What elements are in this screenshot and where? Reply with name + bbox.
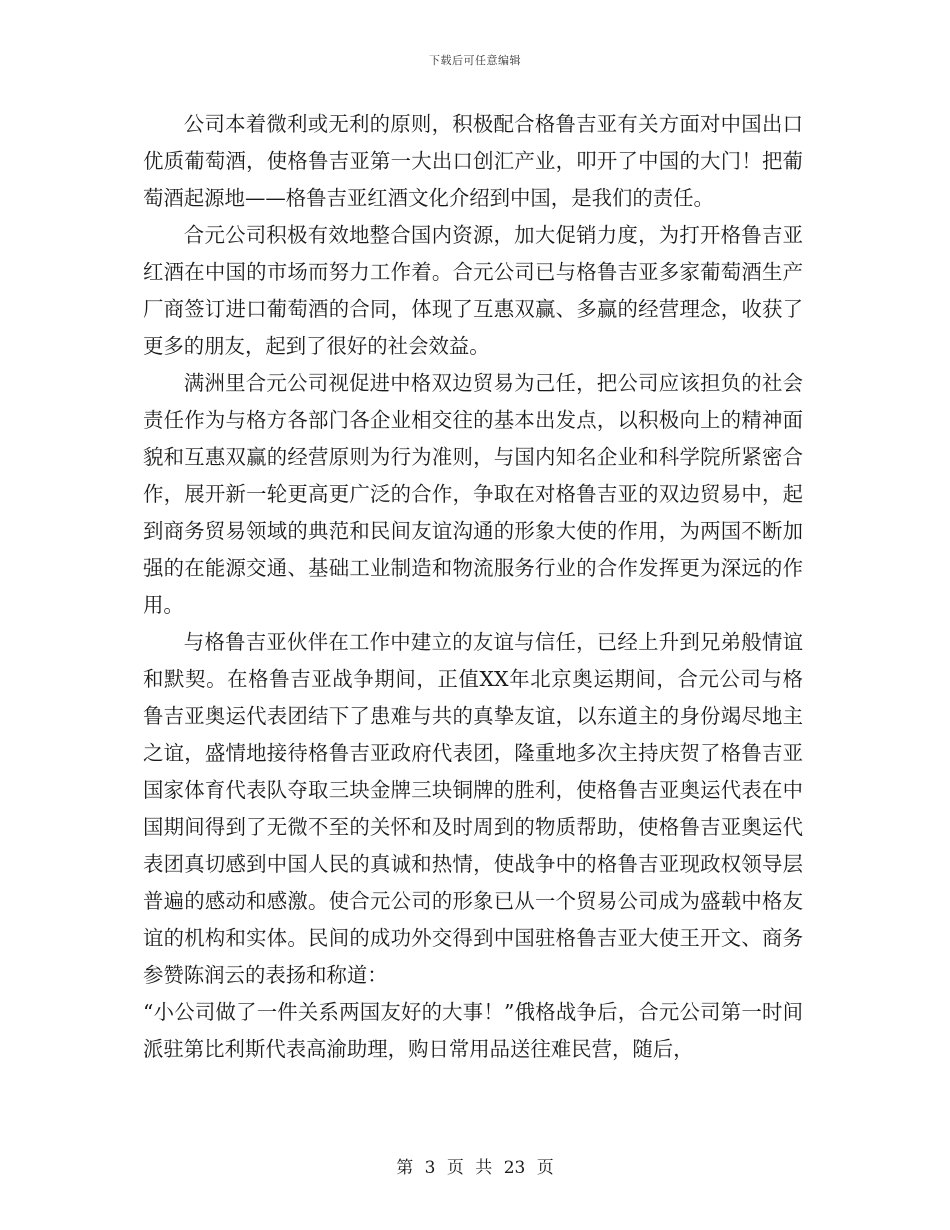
paragraph-2: 合元公司积极有效地整合国内资源，加大促销力度，为打开格鲁吉亚红酒在中国的市场而努力工作着。合元公司已与格鲁吉亚多家葡萄酒生产厂商签订进口葡萄酒的合同，体现了互惠双赢、多赢的经营理念，收获了更多的朋友，起到了很好的社会效益。 — [143, 223, 803, 358]
paragraph-3: 满洲里合元公司视促进中格双边贸易为己任，把公司应该担负的社会责任作为与格方各部门各企业相交往的基本出发点，以积极向上的精神面貌和互惠双赢的经营原则为行为准则，与国内知名企业和科学院所紧密合作，展开新一轮更高更广泛的合作，争取在对格鲁吉亚的双边贸易中，起到商务贸易领域的典范和民间友谊沟通的形象大使的作用，为两国不断加强的在能源交通、基础工业制造和物流服务行业的合作发挥更为深远的作用。 — [143, 371, 803, 617]
page-header: 下载后可任意编辑 — [429, 54, 521, 67]
page-footer: 第 3 页 共 23 页 — [396, 1158, 554, 1178]
paragraph-4: 与格鲁吉亚伙伴在工作中建立的友谊与信任，已经上升到兄弟般情谊和默契。在格鲁吉亚战争期间，正值XX年北京奥运期间，合元公司与格鲁吉亚奥运代表团结下了患难与共的真挚友谊，以东道主的身份竭尽地主之谊，盛情地接待格鲁吉亚政府代表团，隆重地多次主持庆贺了格鲁吉亚国家体育代表队夺取三块金牌三块铜牌的胜利，使格鲁吉亚奥运代表在中国期间得到了无微不至的关怀和及时周到的物质帮助，使格鲁吉亚奥运代表团真切感到中国人民的真诚和热情，使战争中的格鲁吉亚现政权领导层普遍的感动和感激。使合元公司的形象已从一个贸易公司成为盛载中格友谊的机构和实体。民间的成功外交得到中国驻格鲁吉亚大使王开文、商务参赞陈润云的表扬和称道： — [143, 630, 803, 987]
document-body — [143, 106, 803, 1068]
paragraph-1: 公司本着微利或无利的原则，积极配合格鲁吉亚有关方面对中国出口优质葡萄酒，使格鲁吉亚第一大出口创汇产业，叩开了中国的大门！把葡萄酒起源地——格鲁吉亚红酒文化介绍到中国，是我们的责任。 — [143, 112, 803, 210]
paragraph-5-continuation: “小公司做了一件关系两国友好的大事！”俄格战争后，合元公司第一时间派驻第比利斯代表高渝助理，购日常用品送往难民营，随后， — [143, 1000, 803, 1061]
